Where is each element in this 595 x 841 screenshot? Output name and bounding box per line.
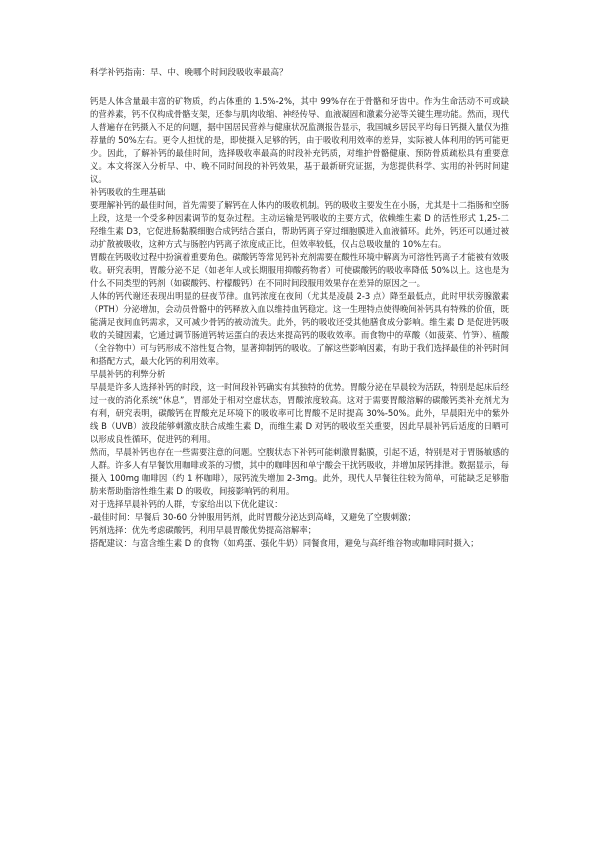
document-page (90, 67, 509, 550)
document-title: 科学补钙指南：早、中、晚哪个时间段吸收率最高？ (90, 68, 288, 78)
paragraph: 钙剂选择：优先考虑碳酸钙，利用早晨胃酸优势提高溶解率； (90, 525, 317, 535)
paragraph: 然而，早晨补钙也存在一些需要注意的问题。空腹状态下补钙可能刺激胃黏膜，引起不适，特别是对于胃肠敏感的人群。许多人有早餐饮用咖啡或茶的习惯，其中的咖啡因和单宁酸会干扰钙吸收，并增加尿钙排泄。数据显示，每摄入 100mg 咖啡因（约 1 杯咖啡），尿钙流失增加 2-3mg。此外，现代人早餐往往较为简单，可能缺乏足够脂肪来帮助脂溶性维生素 D 的吸收，间接影响钙的利用。 (90, 447, 509, 496)
paragraph: 胃酸在钙吸收过程中扮演着重要角色。碳酸钙等常见钙补充剂需要在酸性环境中解离为可溶性钙离子才能被有效吸收。研究表明，胃酸分泌不足（如老年人或长期服用抑酸药物者）可使碳酸钙的吸收率降低 50%以上。这也是为什么不同类型的钙剂（如碳酸钙、柠檬酸钙）在不同时间段服用效果存在差异的原因之一。 (90, 252, 509, 288)
section-heading: 补钙吸收的生理基础 (90, 187, 166, 197)
paragraph: 搭配建议：与富含维生素 D 的食物（如鸡蛋、强化牛奶）同餐食用，避免与高纤维谷物或咖啡同时摄入； (90, 538, 479, 548)
paragraph: 钙是人体含量最丰富的矿物质，约占体重的 1.5%-2%，其中 99%存在于骨骼和牙齿中。作为生命活动不可或缺的营养素，钙不仅构成骨骼支架，还参与肌肉收缩、神经传导、血液凝固和激素分泌等关键生理功能。然而，现代人普遍存在钙摄入不足的问题，据中国居民营养与健康状况监测报告显示，我国城乡居民平均每日钙摄入量仅为推荐量的 50%左右。更令人担忧的是，即使摄入足够的钙，由于吸收利用效率的差异，实际被人体利用的钙可能更少。因此，了解补钙的最佳时间，选择吸收率最高的时段补充钙质，对维护骨骼健康、预防骨质疏松具有重要意义。本文将深入分析早、中、晚不同时间段的补钙效果，基于最新研究证据，为您提供科学、实用的补钙时间建议。 (90, 96, 509, 184)
paragraph: 人体的钙代谢还表现出明显的昼夜节律。血钙浓度在夜间（尤其是凌晨 2-3 点）降至最低点，此时甲状旁腺激素（PTH）分泌增加，会动员骨骼中的钙释放入血以维持血钙稳定。这一生理特点使得晚间补钙具有特殊的价值，既能满足夜间血钙需求，又可减少骨钙的被动流失。此外，钙的吸收还受其他膳食成分影响。维生素 D 是促进钙吸收的关键因素，它通过调节肠道钙转运蛋白的表达来提高钙的吸收效率。而食物中的草酸（如菠菜、竹笋）、植酸（全谷物中）可与钙形成不溶性复合物，显著抑制钙的吸收。了解这些影响因素，有助于我们选择最佳的补钙时间和搭配方式，最大化钙的利用效率。 (90, 291, 509, 366)
paragraph: -最佳时间：早餐后 30-60 分钟服用钙剂，此时胃酸分泌达到高峰，又避免了空腹刺激； (90, 512, 416, 522)
section-heading: 早晨补钙的利弊分析 (90, 369, 166, 379)
document-body (90, 95, 509, 550)
paragraph: 要理解补钙的最佳时间，首先需要了解钙在人体内的吸收机制。钙的吸收主要发生在小肠，尤其是十二指肠和空肠上段，这是一个受多种因素调节的复杂过程。主动运输是钙吸收的主要方式，依赖维生素 D 的活性形式 1,25-二羟维生素 D3，它促进肠黏膜细胞合成钙结合蛋白，帮助钙离子穿过细胞膜进入血液循环。此外，钙还可以通过被动扩散被吸收，这种方式与肠腔内钙离子浓度成正比，但效率较低，仅占总吸收量的 10%左右。 (90, 200, 509, 249)
paragraph: 对于选择早晨补钙的人群，专家给出以下优化建议： (90, 499, 283, 509)
paragraph: 早晨是许多人选择补钙的时段，这一时间段补钙确实有其独特的优势。胃酸分泌在早晨较为活跃，特别是起床后经过一夜的消化系统“休息”，胃部处于相对空虚状态，胃酸浓度较高。这对于需要胃酸溶解的碳酸钙类补充剂尤为有利，研究表明，碳酸钙在胃酸充足环境下的吸收率可比胃酸不足时提高 30%-50%。此外，早晨阳光中的紫外线 B（UVB）波段能够刺激皮肤合成维生素 D，而维生素 D 对钙的吸收至关重要，因此早晨补钙后适度的日晒可以形成良性循环，促进钙的利用。 (90, 382, 509, 444)
